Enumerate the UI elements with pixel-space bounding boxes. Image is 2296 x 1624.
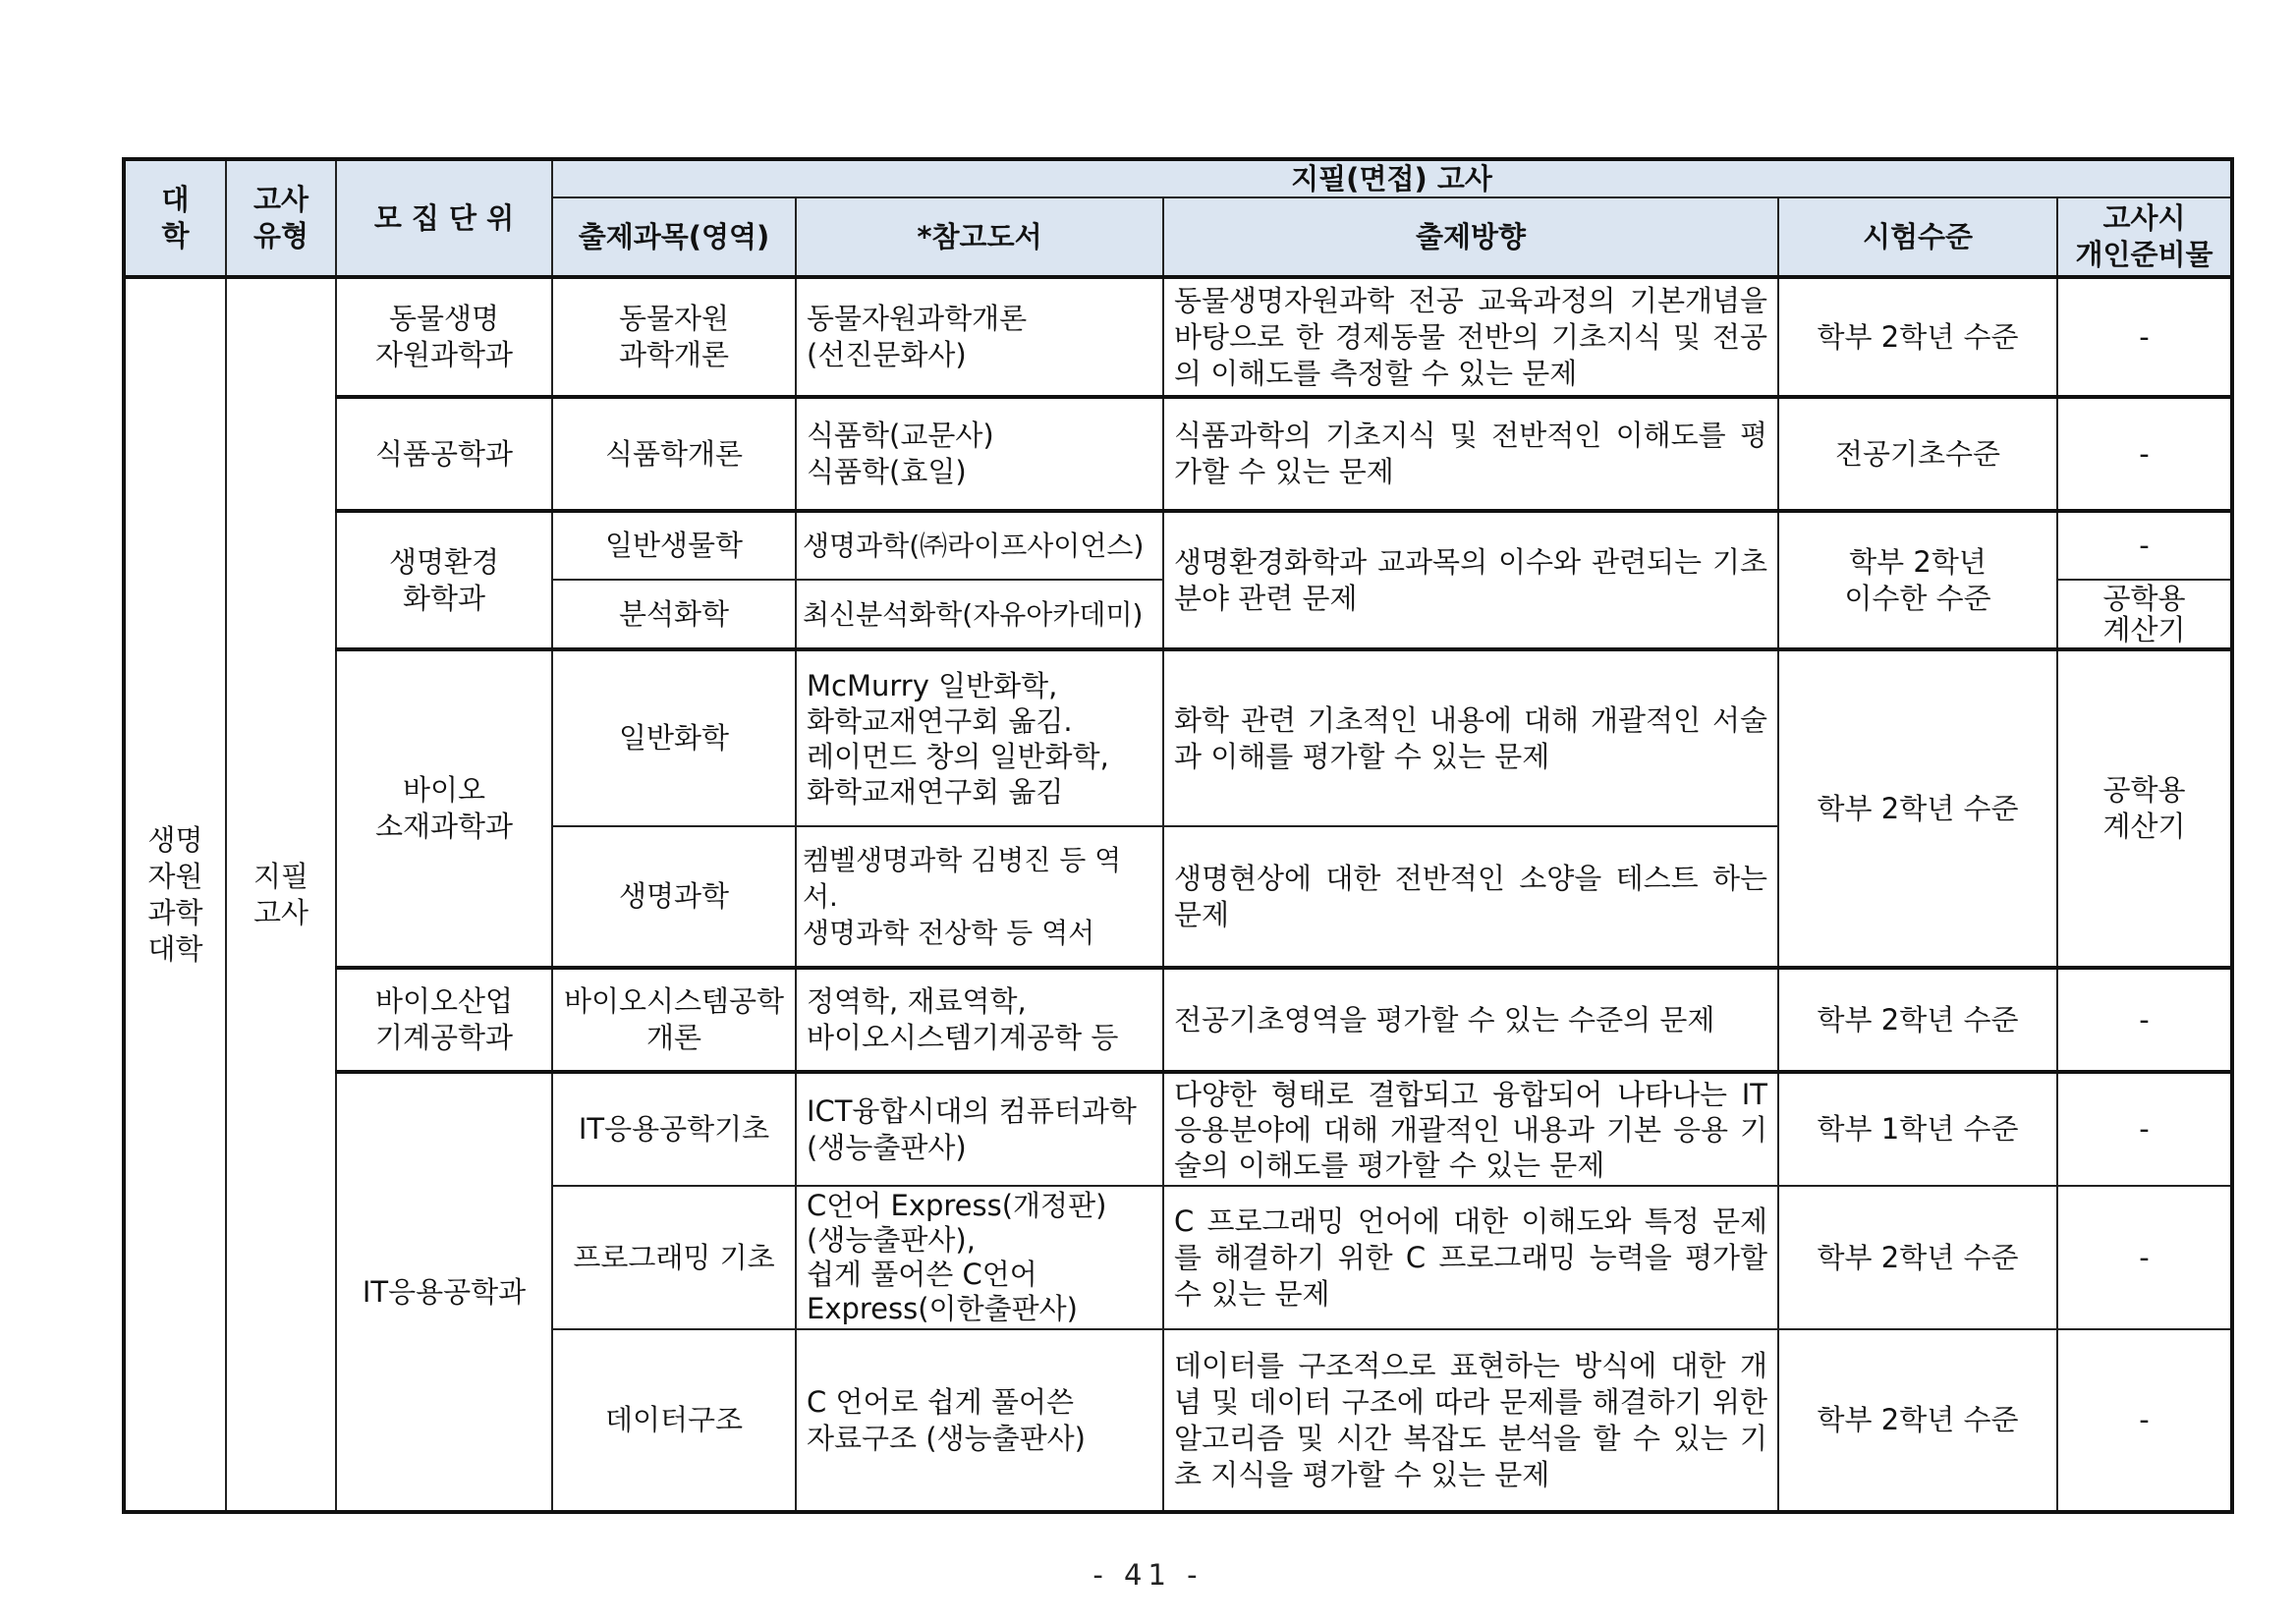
unit-cell: 동물생명 자원과학과 [336, 277, 552, 397]
unit-cell: 식품공학과 [336, 397, 552, 511]
prep-cell: - [2057, 968, 2232, 1072]
table-row [124, 277, 2232, 397]
direction-cell: 데이터를 구조적으로 표현하는 방식에 대한 개념 및 데이터 구조에 따라 문제를 해결하기 위한 알고리즘 및 시간 복잡도 분석을 할 수 있는 기초 지식을 평가할 수 있는 문제 [1163, 1329, 1778, 1512]
header-subject: 출제과목(영역) [552, 197, 796, 277]
header-level: 시험수준 [1778, 197, 2057, 277]
direction-cell: C 프로그래밍 언어에 대한 이해도와 특정 문제를 해결하기 위한 C 프로그래밍 능력을 평가할 수 있는 문제 [1163, 1186, 1778, 1329]
header-direction: 출제방향 [1163, 197, 1778, 277]
reference-cell: ICT융합시대의 컴퓨터과학 (생능출판사) [796, 1072, 1163, 1186]
prep-cell: - [2057, 1329, 2232, 1512]
page-number: - 41 - [1092, 1558, 1204, 1592]
prep-cell: - [2057, 1072, 2232, 1186]
level-cell: 학부 2학년 수준 [1778, 1186, 2057, 1329]
level-cell: 학부 2학년 이수한 수준 [1778, 511, 2057, 649]
college-cell: 생명 자원 과학 대학 [124, 277, 226, 1512]
unit-cell: 바이오산업 기계공학과 [336, 968, 552, 1072]
reference-cell: 정역학, 재료역학, 바이오시스템기계공학 등 [796, 968, 1163, 1072]
subject-cell: 바이오시스템공학 개론 [552, 968, 796, 1072]
direction-cell: 화학 관련 기초적인 내용에 대해 개괄적인 서술과 이해를 평가할 수 있는 문제 [1163, 649, 1778, 826]
header-college: 대 학 [124, 159, 226, 277]
reference-cell: 생명과학(㈜라이프사이언스) [796, 511, 1163, 580]
reference-cell: 동물자원과학개론 (선진문화사) [796, 277, 1163, 397]
admissions-exam-table [122, 157, 2234, 1514]
direction-cell: 다양한 형태로 결합되고 융합되어 나타나는 IT응용분야에 대해 개괄적인 내용과 기본 응용 기술의 이해도를 평가할 수 있는 문제 [1163, 1072, 1778, 1186]
level-cell: 학부 2학년 수준 [1778, 1329, 2057, 1512]
table-row [124, 649, 2232, 826]
subject-cell: 데이터구조 [552, 1329, 796, 1512]
direction-cell: 생명현상에 대한 전반적인 소양을 테스트 하는 문제 [1163, 826, 1778, 968]
reference-cell: 식품학(교문사) 식품학(효일) [796, 397, 1163, 511]
reference-cell: C 언어로 쉽게 풀어쓴 자료구조 (생능출판사) [796, 1329, 1163, 1512]
prep-cell: - [2057, 1186, 2232, 1329]
table-row [124, 511, 2232, 580]
table-row [124, 1072, 2232, 1186]
reference-cell: C언어 Express(개정판) (생능출판사), 쉽게 풀어쓴 C언어 Express(이한출판사) [796, 1186, 1163, 1329]
level-cell: 학부 1학년 수준 [1778, 1072, 2057, 1186]
prep-cell: - [2057, 277, 2232, 397]
subject-cell: 동물자원 과학개론 [552, 277, 796, 397]
prep-cell: - [2057, 397, 2232, 511]
direction-cell: 동물생명자원과학 전공 교육과정의 기본개념을 바탕으로 한 경제동물 전반의 기초지식 및 전공의 이해도를 측정할 수 있는 문제 [1163, 277, 1778, 397]
reference-cell: 켐벨생명과학 김병진 등 역서. 생명과학 전상학 등 역서 [796, 826, 1163, 968]
prep-cell: 공학용 계산기 [2057, 649, 2232, 968]
unit-cell: 바이오 소재과학과 [336, 649, 552, 968]
header-recruitment-unit: 모 집 단 위 [336, 159, 552, 277]
table-row [124, 968, 2232, 1072]
unit-cell: 생명환경 화학과 [336, 511, 552, 649]
subject-cell: 일반화학 [552, 649, 796, 826]
header-written-exam-group: 지필(면접) 고사 [552, 159, 2232, 197]
subject-cell: 분석화학 [552, 580, 796, 649]
subject-cell: 생명과학 [552, 826, 796, 968]
reference-cell: 최신분석화학(자유아카데미) [796, 580, 1163, 649]
prep-cell: - [2057, 511, 2232, 580]
subject-cell: 프로그래밍 기초 [552, 1186, 796, 1329]
level-cell: 학부 2학년 수준 [1778, 277, 2057, 397]
subject-cell: 일반생물학 [552, 511, 796, 580]
level-cell: 학부 2학년 수준 [1778, 968, 2057, 1072]
header-personal-supplies: 고사시 개인준비물 [2057, 197, 2232, 277]
header-reference-books: *참고도서 [796, 197, 1163, 277]
subject-cell: IT응용공학기초 [552, 1072, 796, 1186]
unit-cell: IT응용공학과 [336, 1072, 552, 1512]
direction-cell: 생명환경화학과 교과목의 이수와 관련되는 기초 분야 관련 문제 [1163, 511, 1778, 649]
level-cell: 전공기초수준 [1778, 397, 2057, 511]
header-exam-type: 고사 유형 [226, 159, 336, 277]
subject-cell: 식품학개론 [552, 397, 796, 511]
direction-cell: 전공기초영역을 평가할 수 있는 수준의 문제 [1163, 968, 1778, 1072]
reference-cell: McMurry 일반화학, 화학교재연구회 옮김. 레이먼드 창의 일반화학, 화학교재연구회 옮김 [796, 649, 1163, 826]
level-cell: 학부 2학년 수준 [1778, 649, 2057, 968]
exam-type-cell: 지필 고사 [226, 277, 336, 1512]
prep-cell: 공학용 계산기 [2057, 580, 2232, 649]
direction-cell: 식품과학의 기초지식 및 전반적인 이해도를 평가할 수 있는 문제 [1163, 397, 1778, 511]
table-row [124, 397, 2232, 511]
